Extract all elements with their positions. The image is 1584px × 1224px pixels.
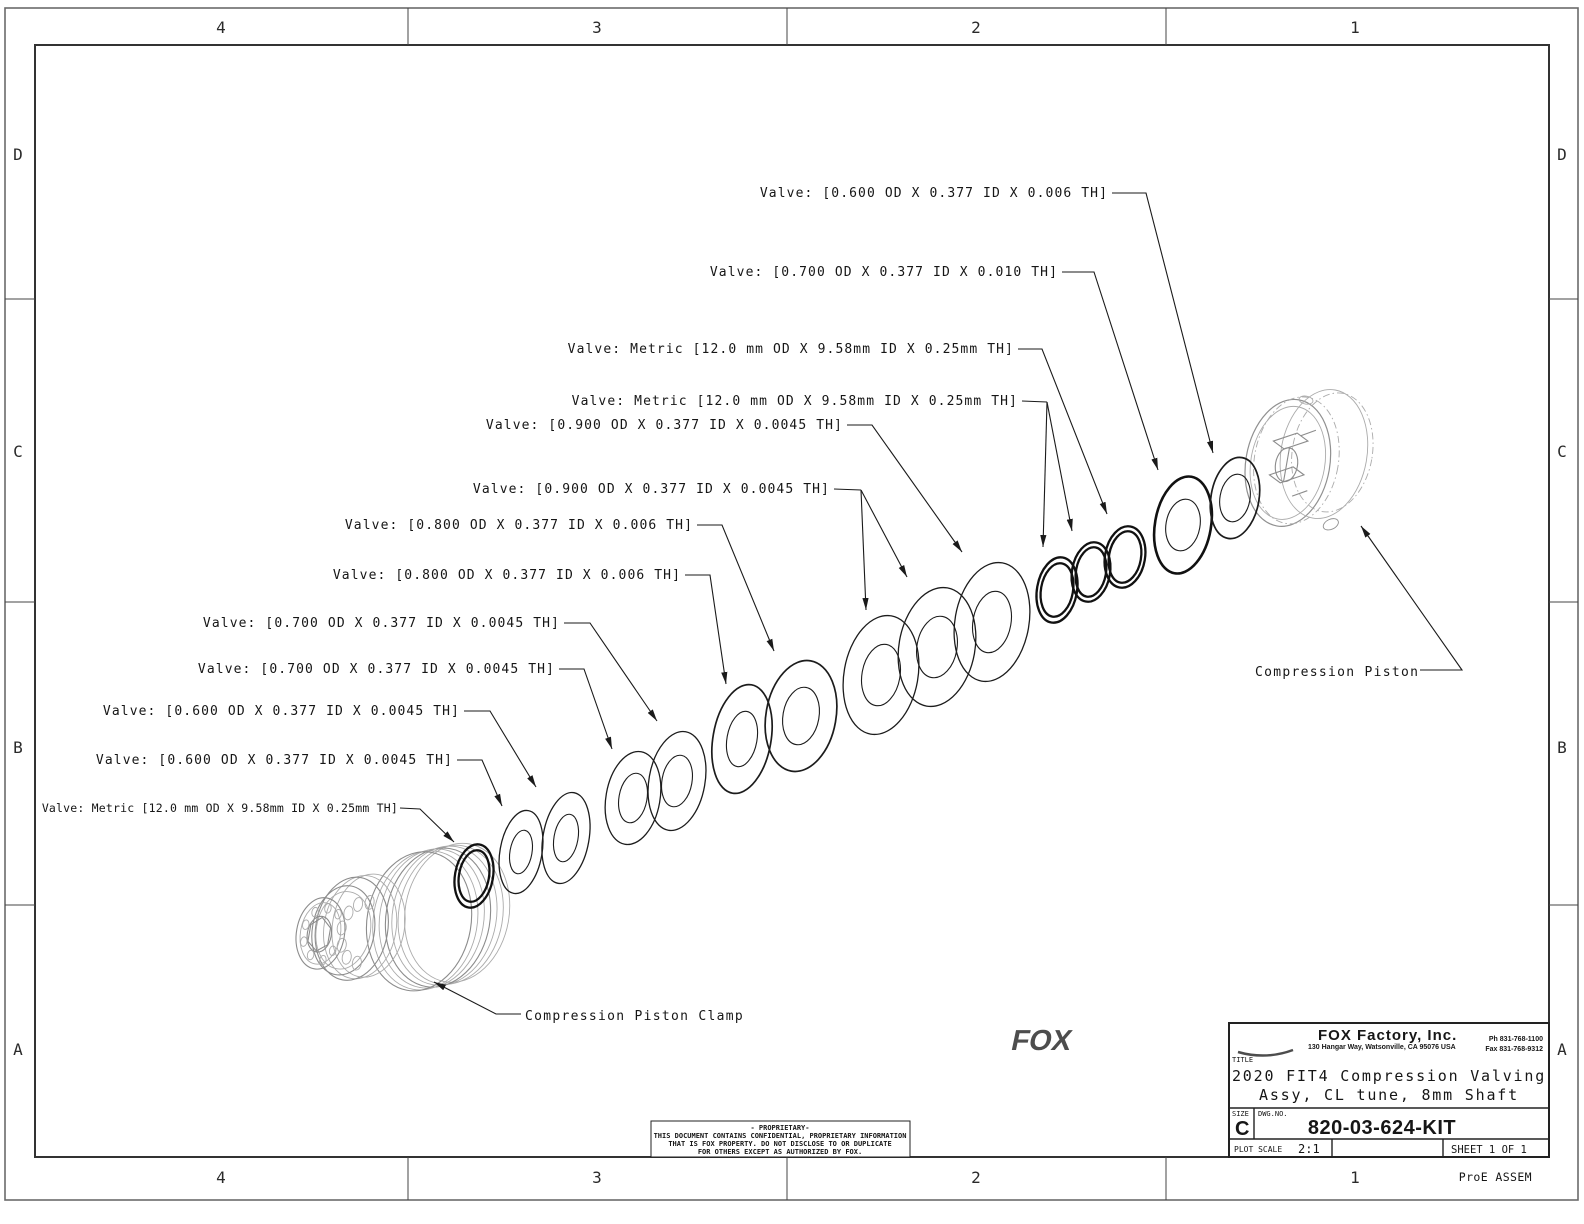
zone-row-right-b: B [1557,738,1567,757]
valve-shim [1147,472,1219,578]
compression-piston-clamp-drawing [290,817,521,1007]
zone-col-top-4: 4 [216,18,226,37]
plot-scale-label: PLOT SCALE [1234,1145,1283,1154]
company-address: 130 Hangar Way, Watsonville, CA 95076 USA [1308,1044,1456,1051]
footer-note: ProE ASSEM [1458,1170,1532,1184]
zone-row-left-d: D [13,145,23,164]
valve-callout-label: Valve: Metric [12.0 mm OD X 9.58mm ID X 0.25mm TH] [567,342,1014,357]
valve-shim [757,655,845,777]
proprietary-line: THAT IS FOX PROPERTY. DO NOT DISCLOSE TO OR DUPLICATE [668,1140,892,1148]
leader-lines [400,193,1462,1014]
zone-row-left-b: B [13,738,23,757]
valve-callout-label: Valve: Metric [12.0 mm OD X 9.58mm ID X 0.25mm TH] [41,801,398,815]
proprietary-line: FOR OTHERS EXCEPT AS AUTHORIZED BY FOX. [697,1148,863,1156]
valve-shim [493,807,549,897]
title-label: TITLE [1232,1056,1254,1064]
valve-shim [535,789,596,888]
clamp-callout-label: Compression Piston Clamp [525,1009,745,1024]
zone-row-right-a: A [1557,1040,1567,1059]
proprietary-line: THIS DOCUMENT CONTAINS CONFIDENTIAL, PROPRIETARY INFORMATION [653,1132,907,1140]
zone-col-bottom-3: 3 [592,1168,602,1187]
dwg-no-label: DWG.NO. [1258,1110,1288,1118]
valve-callout-label: Valve: [0.600 OD X 0.377 ID X 0.0045 TH] [102,704,460,719]
zone-col-bottom-1: 1 [1350,1168,1360,1187]
valve-shim [1204,453,1266,542]
zone-col-top-2: 2 [971,18,981,37]
piston-callout-label: Compression Piston [1255,665,1420,680]
company-fax: Fax 831-768-9312 [1485,1046,1543,1053]
valve-callout-label: Valve: [0.700 OD X 0.377 ID X 0.0045 TH] [202,616,560,631]
zone-col-top-1: 1 [1350,18,1360,37]
company-name: FOX Factory, Inc. [1318,1027,1458,1044]
plot-scale-value: 2:1 [1298,1142,1320,1156]
valve-callout-label: Valve: [0.700 OD X 0.377 ID X 0.0045 TH] [197,662,555,677]
zone-row-right-d: D [1557,145,1567,164]
dwg-no-value: 820-03-624-KIT [1307,1117,1457,1139]
company-phone: Ph 831-768-1100 [1488,1036,1543,1043]
svg-text:FOX: FOX [1008,1024,1075,1057]
title-block [1008,1023,1549,1157]
valve-shim [598,747,668,849]
valve-callout-label: Valve: [0.700 OD X 0.377 ID X 0.010 TH] [709,265,1058,280]
valve-shim [641,727,714,835]
valve-callout-label: Valve: [0.600 OD X 0.377 ID X 0.0045 TH] [95,753,453,768]
valve-callout-label: Valve: [0.600 OD X 0.377 ID X 0.006 TH] [759,186,1108,201]
zone-row-left-a: A [13,1040,23,1059]
fox-logo [1008,1024,1293,1057]
zone-row-right-c: C [1557,442,1567,461]
sheet-count: SHEET 1 OF 1 [1451,1144,1527,1156]
valve-shim-metric [1067,539,1115,605]
compression-piston-drawing [1235,377,1382,540]
proprietary-line: - PROPRIETARY- [750,1124,810,1132]
zone-col-bottom-2: 2 [971,1168,981,1187]
valve-shim [889,581,985,712]
proprietary-box [651,1121,910,1157]
callout-labels [42,186,1419,1024]
zone-col-top-3: 3 [592,18,602,37]
drawing-title-line2: Assy, CL tune, 8mm Shaft [1259,1086,1519,1104]
zone-row-left-c: C [13,442,23,461]
size-label: SIZE [1232,1110,1249,1118]
valve-callout-label: Valve: [0.900 OD X 0.377 ID X 0.0045 TH] [472,482,830,497]
valve-shim [945,556,1039,687]
zone-col-bottom-4: 4 [216,1168,226,1187]
valve-shim [834,609,928,740]
valve-callout-label: Valve: [0.800 OD X 0.377 ID X 0.006 TH] [344,518,693,533]
drawing-title-line1: 2020 FIT4 Compression Valving [1231,1067,1547,1085]
size-value: C [1235,1118,1250,1140]
valve-callout-label: Valve: [0.800 OD X 0.377 ID X 0.006 TH] [332,568,681,583]
valve-callout-label: Valve: [0.900 OD X 0.377 ID X 0.0045 TH] [485,418,843,433]
valve-callout-label: Valve: Metric [12.0 mm OD X 9.58mm ID X 0.25mm TH] [571,394,1018,409]
